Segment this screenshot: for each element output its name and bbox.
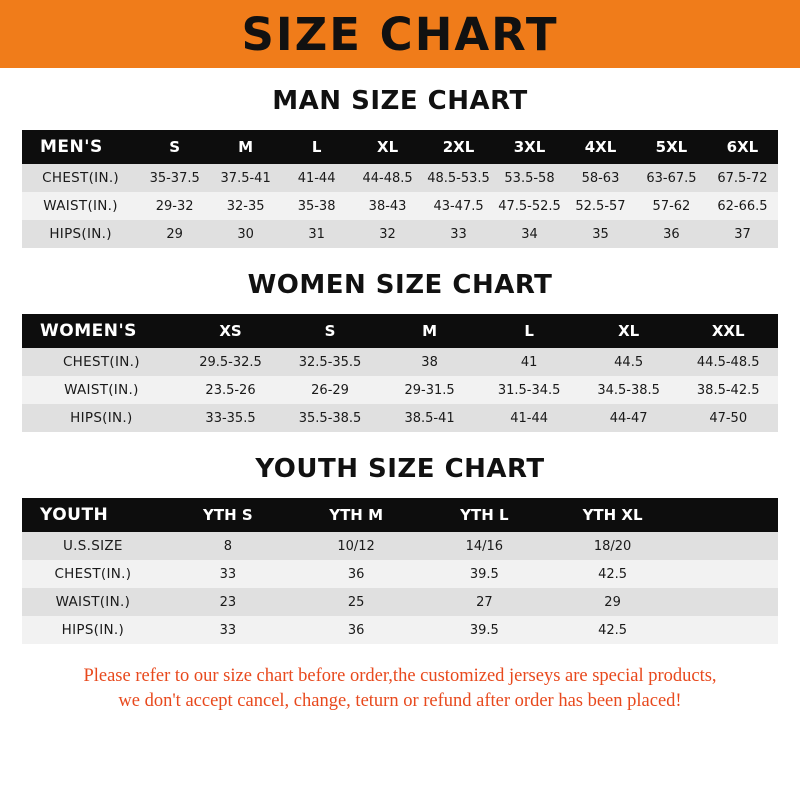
women-header-cell: XL (579, 314, 679, 348)
cell: 41-44 (479, 404, 579, 432)
cell: 32.5-35.5 (280, 348, 380, 376)
cell: 37.5-41 (210, 164, 281, 192)
cell: 10/12 (292, 532, 420, 560)
row-label: CHEST(IN.) (22, 348, 181, 376)
cell: 33-35.5 (181, 404, 281, 432)
cell: 34.5-38.5 (579, 376, 679, 404)
table-row (22, 192, 778, 220)
cell: 42.5 (548, 616, 676, 644)
cell: 29 (548, 588, 676, 616)
row-label: HIPS(IN.) (22, 616, 164, 644)
table-row (22, 616, 778, 644)
cell: 41-44 (281, 164, 352, 192)
page-title: SIZE CHART (241, 7, 559, 61)
table-row (22, 220, 778, 248)
table-header-row (22, 130, 778, 164)
cell: 35-37.5 (139, 164, 210, 192)
cell: 32 (352, 220, 423, 248)
cell: 34 (494, 220, 565, 248)
youth-table-body (22, 532, 778, 644)
table-row (22, 560, 778, 588)
cell: 32-35 (210, 192, 281, 220)
cell: 39.5 (420, 560, 548, 588)
cell: 25 (292, 588, 420, 616)
men-header-cell: 3XL (494, 130, 565, 164)
men-header-label: MEN'S (22, 130, 139, 164)
cell: 31 (281, 220, 352, 248)
youth-size-table (22, 498, 778, 644)
youth-header-cell (677, 498, 778, 532)
cell: 63-67.5 (636, 164, 707, 192)
cell: 33 (164, 616, 292, 644)
cell: 36 (636, 220, 707, 248)
row-label: U.S.SIZE (22, 532, 164, 560)
cell: 36 (292, 560, 420, 588)
women-header-cell: L (479, 314, 579, 348)
cell: 23 (164, 588, 292, 616)
women-header-label: WOMEN'S (22, 314, 181, 348)
cell: 14/16 (420, 532, 548, 560)
cell: 31.5-34.5 (479, 376, 579, 404)
cell: 57-62 (636, 192, 707, 220)
cell: 29 (139, 220, 210, 248)
row-label: WAIST(IN.) (22, 192, 139, 220)
row-label: WAIST(IN.) (22, 376, 181, 404)
cell: 62-66.5 (707, 192, 778, 220)
cell: 42.5 (548, 560, 676, 588)
cell: 29.5-32.5 (181, 348, 281, 376)
men-size-table (22, 130, 778, 248)
women-header-cell: M (380, 314, 480, 348)
content (0, 86, 800, 714)
women-table-body (22, 348, 778, 432)
cell: 44-47 (579, 404, 679, 432)
cell (677, 588, 778, 616)
youth-header-cell: YTH XL (548, 498, 676, 532)
youth-table-header (22, 498, 778, 532)
cell: 38.5-41 (380, 404, 480, 432)
women-section-title: WOMEN SIZE CHART (247, 270, 553, 300)
cell: 41 (479, 348, 579, 376)
cell: 18/20 (548, 532, 676, 560)
women-header-cell: XXL (678, 314, 778, 348)
cell: 47-50 (678, 404, 778, 432)
table-row (22, 404, 778, 432)
notice-line-1: Please refer to our size chart before order,the customized jerseys are special products, (83, 666, 717, 686)
men-header-cell: XL (352, 130, 423, 164)
row-label: HIPS(IN.) (22, 404, 181, 432)
cell: 44.5 (579, 348, 679, 376)
men-header-cell: L (281, 130, 352, 164)
cell: 29-32 (139, 192, 210, 220)
men-header-cell: 6XL (707, 130, 778, 164)
men-header-cell: 5XL (636, 130, 707, 164)
men-header-cell: 2XL (423, 130, 494, 164)
men-section-title: MAN SIZE CHART (272, 86, 528, 116)
table-row (22, 532, 778, 560)
cell: 38.5-42.5 (678, 376, 778, 404)
table-row (22, 164, 778, 192)
cell: 35.5-38.5 (280, 404, 380, 432)
table-row (22, 376, 778, 404)
women-header-cell: XS (181, 314, 281, 348)
cell: 52.5-57 (565, 192, 636, 220)
cell: 35 (565, 220, 636, 248)
cell: 33 (423, 220, 494, 248)
cell (677, 532, 778, 560)
banner (0, 0, 800, 68)
row-label: CHEST(IN.) (22, 164, 139, 192)
men-header-cell: M (210, 130, 281, 164)
cell: 37 (707, 220, 778, 248)
cell: 48.5-53.5 (423, 164, 494, 192)
cell: 33 (164, 560, 292, 588)
cell: 39.5 (420, 616, 548, 644)
women-table-header (22, 314, 778, 348)
youth-header-cell: YTH L (420, 498, 548, 532)
youth-header-cell: YTH S (164, 498, 292, 532)
cell: 44.5-48.5 (678, 348, 778, 376)
men-header-cell: S (139, 130, 210, 164)
cell: 35-38 (281, 192, 352, 220)
youth-header-cell: YTH M (292, 498, 420, 532)
women-header-cell: S (280, 314, 380, 348)
cell: 47.5-52.5 (494, 192, 565, 220)
notice-line-2: we don't accept cancel, change, teturn or refund after order has been placed! (118, 690, 682, 711)
cell: 67.5-72 (707, 164, 778, 192)
cell: 38 (380, 348, 480, 376)
notice (22, 664, 778, 714)
men-table-header (22, 130, 778, 164)
row-label: HIPS(IN.) (22, 220, 139, 248)
youth-header-label: YOUTH (22, 498, 164, 532)
cell: 30 (210, 220, 281, 248)
cell: 29-31.5 (380, 376, 480, 404)
cell (677, 616, 778, 644)
youth-section-title: YOUTH SIZE CHART (255, 454, 545, 484)
table-header-row (22, 314, 778, 348)
cell: 44-48.5 (352, 164, 423, 192)
cell: 36 (292, 616, 420, 644)
row-label: CHEST(IN.) (22, 560, 164, 588)
cell: 58-63 (565, 164, 636, 192)
men-table-body (22, 164, 778, 248)
table-row (22, 588, 778, 616)
row-label: WAIST(IN.) (22, 588, 164, 616)
cell: 8 (164, 532, 292, 560)
men-header-cell: 4XL (565, 130, 636, 164)
cell: 26-29 (280, 376, 380, 404)
cell: 27 (420, 588, 548, 616)
table-header-row (22, 498, 778, 532)
cell: 23.5-26 (181, 376, 281, 404)
women-size-table (22, 314, 778, 432)
table-row (22, 348, 778, 376)
cell: 38-43 (352, 192, 423, 220)
cell (677, 560, 778, 588)
cell: 43-47.5 (423, 192, 494, 220)
cell: 53.5-58 (494, 164, 565, 192)
